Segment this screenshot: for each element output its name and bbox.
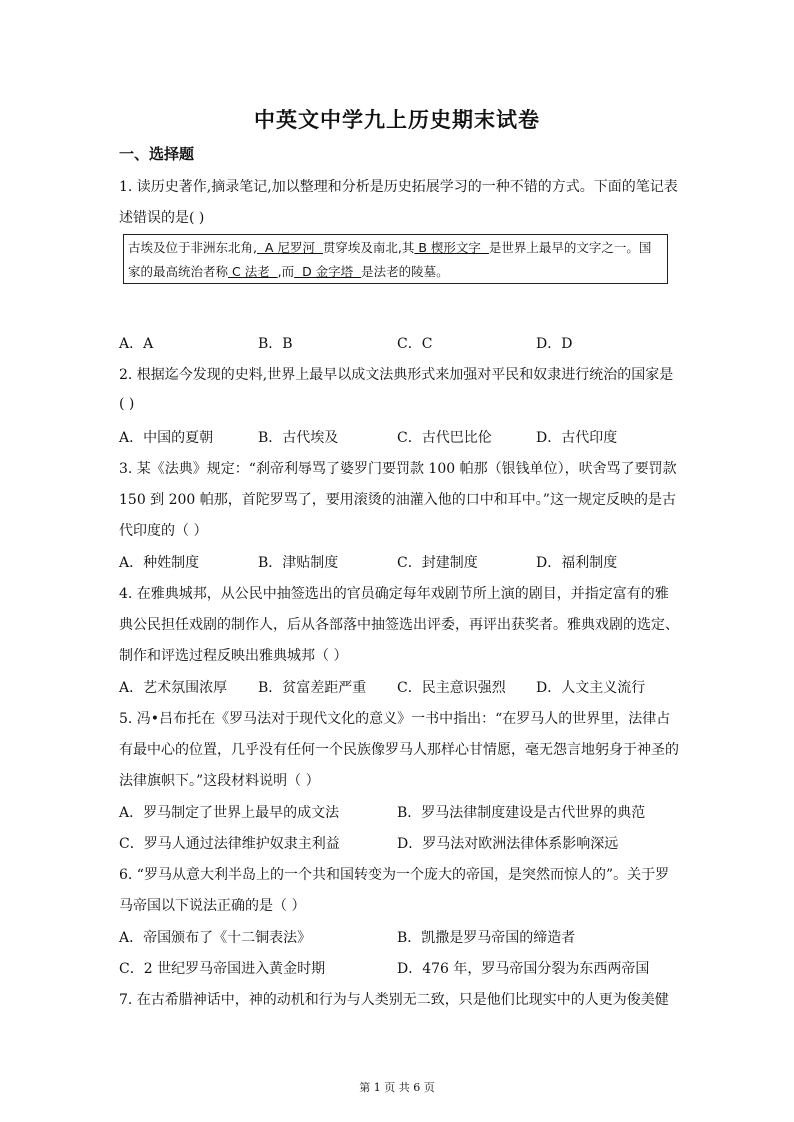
question-2-text-cont: ( ) — [119, 396, 135, 412]
q3-option-a[interactable]: A．种姓制度 — [119, 555, 200, 571]
question-1-text-cont: 述错误的是( ) — [119, 210, 205, 226]
q2-option-b[interactable]: B．古代埃及 — [258, 430, 339, 446]
q2-option-a[interactable]: A．中国的夏朝 — [119, 430, 214, 446]
question-6-text-cont: 马帝国以下说法正确的是（ ） — [119, 898, 306, 914]
q4-option-a[interactable]: A．艺术氛围浓厚 — [119, 680, 228, 696]
question-2-text: 2. 根据迄今发现的史料,世界上最早以成文法典形式来加强对平民和奴隶进行统治的国家是 — [119, 367, 674, 383]
q2-option-c[interactable]: C．古代巴比伦 — [397, 430, 492, 446]
note-box — [123, 234, 668, 284]
question-1-text: 1. 读历史著作,摘录笔记,加以整理和分析是历史拓展学习的一种不错的方式。下面的笔记表 — [119, 179, 678, 195]
section-heading: 一、选择题 — [119, 145, 195, 163]
question-7-text: 7. 在古希腊神话中，神的动机和行为与人类别无二致，只是他们比现实中的人更为俊美健 — [119, 992, 669, 1008]
note-blank-b: B 楔形文字 — [414, 240, 489, 255]
q3-option-b[interactable]: B．津贴制度 — [258, 555, 339, 571]
q1-option-a[interactable]: A．A — [119, 336, 154, 352]
note-blank-a: A 尼罗河 — [256, 240, 323, 255]
q6-option-d[interactable]: D．476 年，罗马帝国分裂为东西两帝国 — [397, 961, 650, 977]
page-title: 中英文中学九上历史期末试卷 — [254, 108, 540, 132]
question-3-text: 3. 某《法典》规定：“刹帝利辱骂了婆罗门要罚款 100 帕那（银钱单位），吠舍骂了要罚款 — [119, 461, 677, 477]
q1-option-d[interactable]: D．D — [536, 336, 573, 352]
q6-option-b[interactable]: B．凯撒是罗马帝国的缔造者 — [397, 930, 576, 946]
question-5-text-cont: 有最中心的位置，几乎没有任何一个民族像罗马人那样心甘情愿，毫无怨言地躬身于神圣的 — [119, 742, 679, 758]
question-4-text-cont2: 制作和评选过程反映出雅典城邦（ ） — [119, 648, 348, 664]
q6-option-a[interactable]: A．帝国颁布了《十二铜表法》 — [119, 930, 312, 946]
note-line-1: 古埃及位于非洲东北角, A 尼罗河 贯穿埃及南北,其 B 楔形文字 是世界上最早的文字之一。国 — [128, 240, 652, 255]
q5-option-c[interactable]: C．罗马人通过法律维护奴隶主利益 — [119, 836, 340, 852]
note-blank-d: D 金字塔 — [294, 264, 362, 279]
note-blank-c: C 法老 — [228, 264, 278, 279]
q3-option-d[interactable]: D．福利制度 — [536, 555, 618, 571]
q1-option-c[interactable]: C．C — [397, 336, 433, 352]
q1-option-b[interactable]: B．B — [258, 336, 293, 352]
q5-option-a[interactable]: A．罗马制定了世界上最早的成文法 — [119, 805, 340, 821]
question-5-text: 5. 冯•吕布托在《罗马法对于现代文化的意义》一书中指出：“在罗马人的世界里，法律占 — [119, 711, 671, 727]
q4-option-d[interactable]: D．人文主义流行 — [536, 680, 646, 696]
q2-option-d[interactable]: D．古代印度 — [536, 430, 618, 446]
question-3-text-cont: 150 到 200 帕那，首陀罗骂了，要用滚烫的油灌入他的口中和耳中。”这一规定反映的是古 — [119, 492, 676, 508]
q4-option-c[interactable]: C．民主意识强烈 — [397, 680, 506, 696]
q6-option-c[interactable]: C．2 世纪罗马帝国进入黄金时期 — [119, 961, 326, 977]
q5-option-b[interactable]: B．罗马法律制度建设是古代世界的典范 — [397, 805, 646, 821]
q4-option-b[interactable]: B．贫富差距严重 — [258, 680, 367, 696]
question-4-text: 4. 在雅典城邦，从公民中抽签选出的官员确定每年戏剧节所上演的剧目，并指定富有的雅 — [119, 586, 669, 602]
page-footer: 第 1 页 共 6 页 — [359, 1081, 435, 1094]
question-6-text: 6. “罗马从意大利半岛上的一个共和国转变为一个庞大的帝国，是突然而惊人的”。关于罗 — [119, 867, 670, 883]
note-line-2: 家的最高统治者称 C 法老 ,而 D 金字塔 是法老的陵墓。 — [128, 264, 449, 279]
question-4-text-cont: 典公民担任戏剧的制作人，后从各部落中抽签选出评委，再评出获奖者。雅典戏剧的选定、 — [119, 617, 679, 633]
q5-option-d[interactable]: D．罗马法对欧洲法律体系影响深远 — [397, 836, 619, 852]
question-5-text-cont2: 法律旗帜下。”这段材料说明（ ） — [119, 773, 320, 789]
question-3-text-cont2: 代印度的（ ） — [119, 523, 208, 539]
q3-option-c[interactable]: C．封建制度 — [397, 555, 478, 571]
